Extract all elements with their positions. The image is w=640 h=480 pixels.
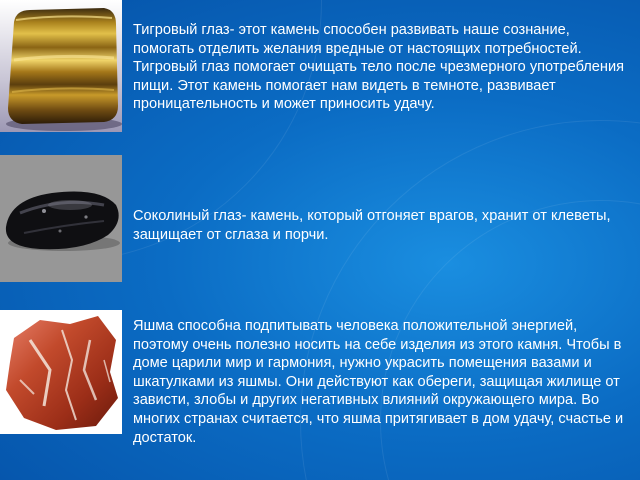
hawk-eye-text: Соколиный глаз- камень, который отгоняет врагов, хранит от клеветы, защищает от сглаза и порчи.: [133, 208, 611, 243]
hawk-eye-description: [133, 207, 633, 244]
hawk-eye-stone-image: [0, 155, 122, 282]
tiger-eye-description: [133, 21, 633, 114]
jasper-text: Яшма способна подпитывать человека положительной энергией, поэтому очень полезно носить на себе изделия из этого камня. Чтобы в доме царили мир и гармония, нужно украсить помещения вазами и шкатулками из яшмы. Они действуют как обереги, защищая жилище от зависти, злобы и других негативных влияний окружающего мира. Во многих странах считается, что яшма притягивает в дом удачу, счастье и достаток.: [133, 318, 624, 446]
jasper-description: [133, 317, 633, 447]
tiger-eye-stone-image: [0, 0, 122, 132]
tiger-eye-text: Тигровый глаз- этот камень способен развивать наше сознание, помогать отделить желания вредные от настоящих потребностей. Тигровый глаз помогает очищать тело после чрезмерного употребления пищи. Этот камень помогает нам видеть в темноте, развивает проницательность и может приносить удачу.: [133, 22, 625, 113]
jasper-stone-image: [0, 310, 122, 434]
